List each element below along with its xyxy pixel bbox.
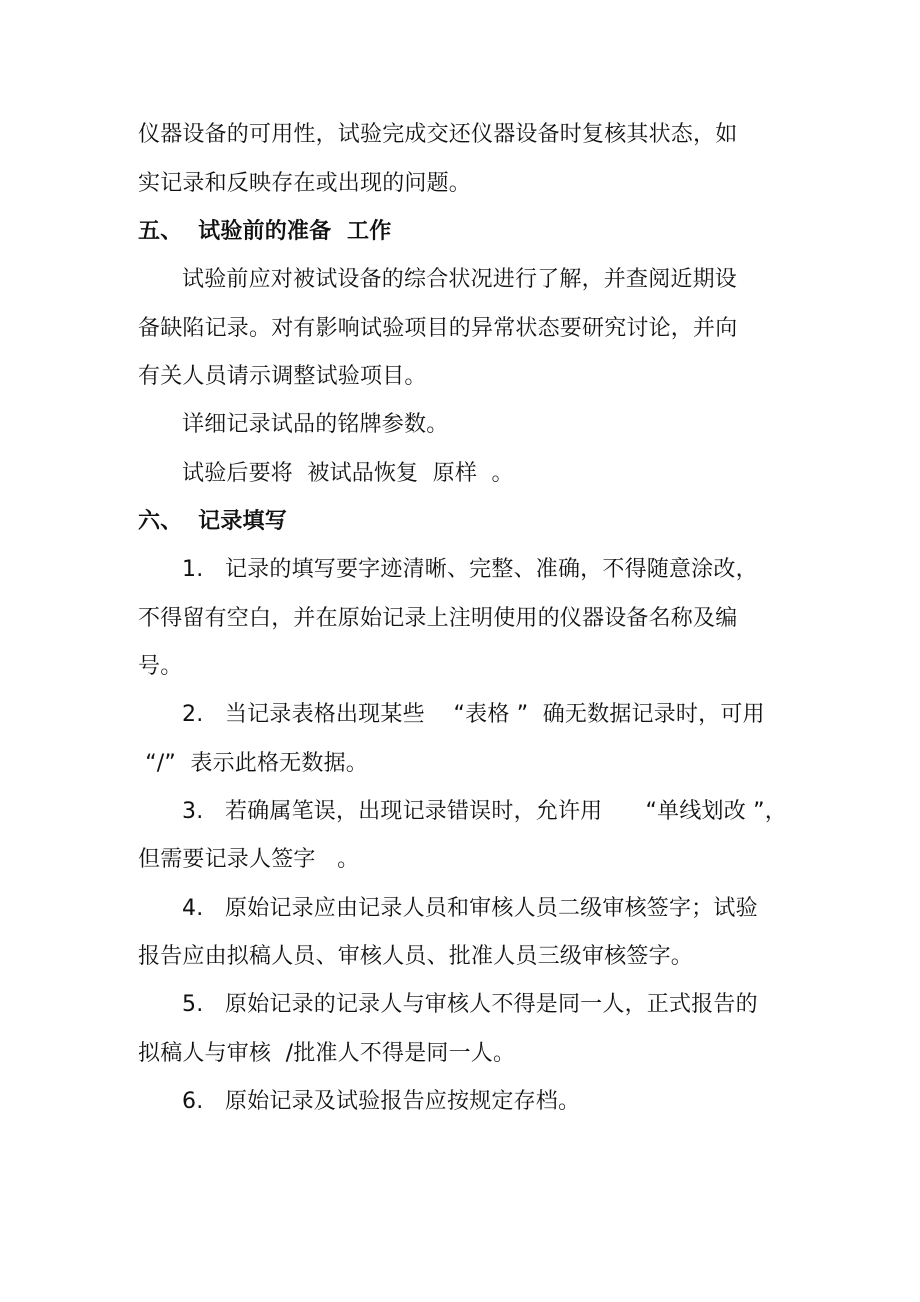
list-item-line: 2. 当记录表格出现某些 “表格 ” 确无数据记录时，可用 [182, 702, 765, 727]
list-item-line: “/” 表示此格无数据。 [138, 751, 368, 776]
paragraph-line: 备缺陷记录。对有影响试验项目的异常状态要研究讨论，并向 [138, 316, 738, 341]
paragraph-line: 实记录和反映存在或出现的问题。 [138, 171, 472, 196]
list-item-line: 号。 [138, 654, 183, 679]
list-item-line: 3. 若确属笔误，出现记录错误时，允许用 “单线划改 ”， [182, 799, 787, 824]
list-item-line: 拟稿人与审核 /批准人不得是同一人。 [138, 1041, 516, 1066]
list-item-line: 报告应由拟稿人员、审核人员、批准人员三级审核签字。 [138, 944, 694, 969]
list-item-line: 不得留有空白，并在原始记录上注明使用的仪器设备名称及编 [138, 606, 738, 631]
section-heading-5: 五、 试验前的准备 工作 [138, 219, 392, 244]
list-item-line: 但需要记录人签字 。 [138, 847, 360, 872]
list-item-line: 6. 原始记录及试验报告应按规定存档。 [182, 1089, 581, 1114]
paragraph-line: 试验后要将 被试品恢复 原样 。 [182, 461, 514, 486]
paragraph-line: 仪器设备的可用性，试验完成交还仪器设备时复核其状态，如 [138, 122, 738, 147]
list-item-line: 5. 原始记录的记录人与审核人不得是同一人，正式报告的 [182, 992, 758, 1017]
paragraph-line: 详细记录试品的铭牌参数。 [182, 412, 449, 437]
paragraph-line: 有关人员请示调整试验项目。 [138, 364, 427, 389]
list-item-line: 1. 记录的填写要字迹清晰、完整、准确，不得随意涂改， [182, 557, 758, 582]
list-item-line: 4. 原始记录应由记录人员和审核人员二级审核签字；试验 [182, 896, 758, 921]
section-heading-6: 六、 记录填写 [138, 509, 287, 534]
paragraph-line: 试验前应对被试设备的综合状况进行了解，并查阅近期设 [182, 267, 738, 292]
